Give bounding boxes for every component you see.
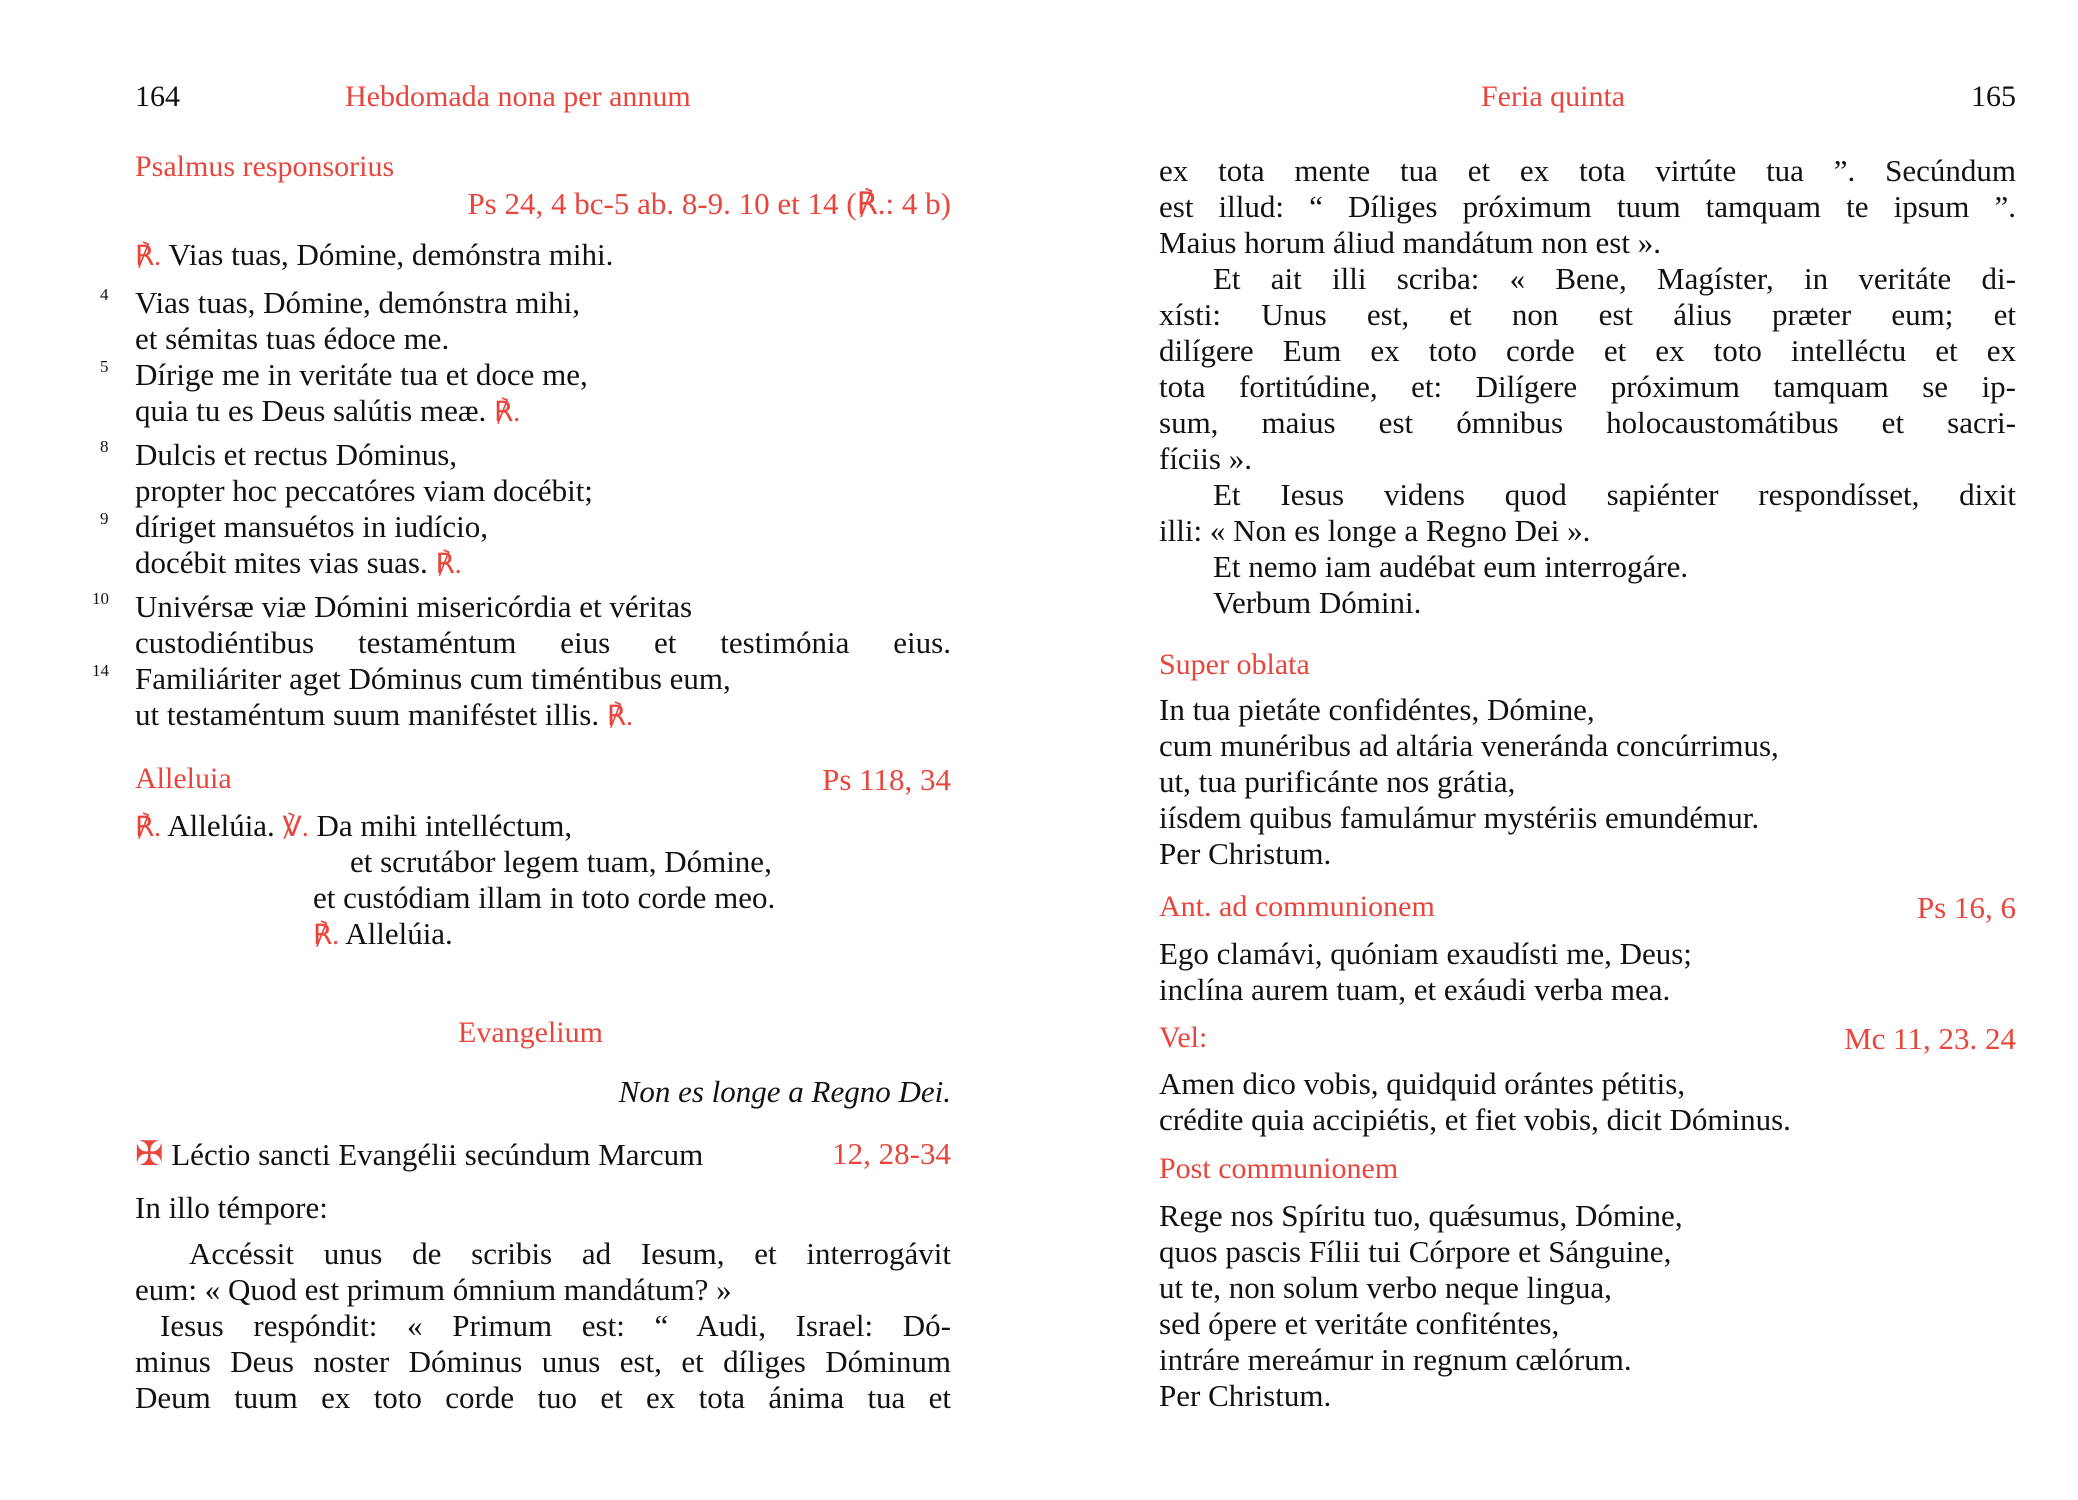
- response-symbol: ℟.: [435, 549, 462, 580]
- response-line: ℟. Vias tuas, Dómine, demónstra mihi.: [135, 237, 614, 272]
- gospel-line: tota fortitúdine, et: Dilígere próximum tamquam se ip-: [1159, 369, 2016, 404]
- running-head: Feria quinta: [1481, 80, 1626, 113]
- gospel-line: Deum tuum ex toto corde tuo et ex tota ánima tua et: [135, 1380, 951, 1415]
- gospel-line: xísti: Unus est, et non est álius præter eum; et: [1159, 297, 2016, 332]
- cross-icon: ✠: [135, 1136, 164, 1173]
- verse-number: 5: [100, 357, 109, 376]
- gospel-line: eum: « Quod est primum ómnium mandátum? »: [135, 1272, 732, 1307]
- verse-line: et sémitas tuas édoce me.: [135, 321, 450, 356]
- response-symbol: ℟.: [313, 920, 340, 951]
- alleluia-reference: Ps 118, 34: [822, 762, 951, 797]
- verse-line: Vias tuas, Dómine, demónstra mihi,: [135, 285, 580, 320]
- alleluia-line: et scrutábor legem tuam, Dómine,: [350, 844, 772, 879]
- alleluia-heading: Alleluia: [135, 762, 232, 795]
- verse-line: Univérsæ viæ Dómini misericórdia et véritas: [135, 589, 693, 624]
- gospel-line: est illud: “ Díliges próximum tuum tamquam te ipsum ”.: [1159, 189, 2016, 224]
- gospel-line: Et ait illi scriba: « Bene, Magíster, in veritáte di-: [1213, 261, 2016, 296]
- oblata-line: cum munéribus ad altária veneránda concúrrimus,: [1159, 728, 1779, 763]
- verse-line: custodiéntibus testaméntum eius et testimónia eius.: [135, 625, 951, 660]
- page-number: 164: [135, 80, 180, 113]
- vel-line: Amen dico vobis, quidquid orántes pétitis,: [1159, 1066, 1686, 1101]
- running-head: Hebdomada nona per annum: [345, 80, 691, 113]
- post-communion-line: Rege nos Spíritu tuo, quǽsumus, Dómine,: [1159, 1198, 1683, 1233]
- verse-line: docébit mites vias suas. ℟.: [135, 545, 462, 580]
- gospel-line: Et nemo iam audébat eum interrogáre.: [1213, 549, 1689, 584]
- post-communion-line: ut te, non solum verbo neque lingua,: [1159, 1270, 1612, 1305]
- gospel-heading: Evangelium: [458, 1016, 603, 1049]
- alleluia-line: et custódiam illam in toto corde meo.: [313, 880, 776, 915]
- vel-heading: Vel:: [1159, 1021, 1208, 1054]
- oblata-line: Per Christum.: [1159, 836, 1332, 871]
- gospel-subtitle: Non es longe a Regno Dei.: [618, 1074, 951, 1109]
- gospel-line: dilígere Eum ex toto corde et ex toto intelléctu et ex: [1159, 333, 2016, 368]
- verse-line: propter hoc peccatóres viam docébit;: [135, 473, 593, 508]
- post-communion-line: intráre mereámur in regnum cælórum.: [1159, 1342, 1632, 1377]
- oblata-line: In tua pietáte confidéntes, Dómine,: [1159, 692, 1595, 727]
- verse-line: Familiáriter aget Dóminus cum timéntibus eum,: [135, 661, 731, 696]
- response-symbol: ℟.: [606, 701, 633, 732]
- gospel-line: fíciis ».: [1159, 441, 1252, 476]
- verse-line: quia tu es Deus salútis meæ. ℟.: [135, 393, 521, 428]
- post-communion-line: Per Christum.: [1159, 1378, 1332, 1413]
- vel-line: crédite quia accipiétis, et fiet vobis, dicit Dóminus.: [1159, 1102, 1791, 1137]
- verse-line: Dulcis et rectus Dóminus,: [135, 437, 458, 472]
- communion-line: Ego clamávi, quóniam exaudísti me, Deus;: [1159, 936, 1692, 971]
- post-communion-line: quos pascis Fílii tui Córpore et Sánguine,: [1159, 1234, 1672, 1269]
- verse-number: 14: [92, 661, 109, 680]
- gospel-line: minus Deus noster Dóminus unus est, et díliges Dóminum: [135, 1344, 951, 1379]
- response-symbol: ℟.: [135, 812, 162, 843]
- gospel-announcement: ✠ Léctio sancti Evangélii secúndum Marcum: [135, 1136, 704, 1173]
- gospel-line: Maius horum áliud mandátum non est ».: [1159, 225, 1661, 260]
- gospel-line: sum, maius est ómnibus holocaustomátibus et sacri-: [1159, 405, 2016, 440]
- verse-line: ut testaméntum suum maniféstet illis. ℟.: [135, 697, 633, 732]
- post-communion-line: sed ópere et veritáte confiténtes,: [1159, 1306, 1560, 1341]
- right-page: [1039, 0, 2078, 1500]
- verse-number: 8: [100, 437, 109, 456]
- oblata-line: ut, tua purificánte nos grátia,: [1159, 764, 1516, 799]
- verse-line: Dírige me in veritáte tua et doce me,: [135, 357, 588, 392]
- versicle-symbol: ℣.: [282, 812, 309, 843]
- alleluia-line: ℟. Allelúia.: [313, 916, 453, 951]
- psalm-heading: Psalmus responsorius: [135, 150, 395, 183]
- oblata-heading: Super oblata: [1159, 648, 1310, 681]
- verse-number: 10: [92, 589, 109, 608]
- communion-reference: Ps 16, 6: [1916, 890, 2016, 925]
- vel-reference: Mc 11, 23. 24: [1844, 1021, 2016, 1056]
- communion-line: inclína aurem tuam, et exáudi verba mea.: [1159, 972, 1671, 1007]
- oblata-line: iísdem quibus famulámur mystériis emundémur.: [1159, 800, 1760, 835]
- post-communion-heading: Post communionem: [1159, 1152, 1399, 1185]
- alleluia-line: ℟. Allelúia. ℣. Da mihi intelléctum,: [135, 808, 573, 843]
- verse-line: díriget mansuétos in iudício,: [135, 509, 489, 544]
- verse-number: 9: [100, 509, 109, 528]
- gospel-line: In illo témpore:: [135, 1190, 328, 1225]
- gospel-line: Accéssit unus de scribis ad Iesum, et interrogávit: [189, 1236, 951, 1271]
- gospel-line: Iesus respóndit: « Primum est: “ Audi, Israel: Dó-: [160, 1308, 951, 1343]
- response-symbol: ℟.: [135, 241, 162, 272]
- communion-heading: Ant. ad communionem: [1159, 890, 1435, 923]
- gospel-line: Et Iesus videns quod sapiénter respondísset, dixit: [1213, 477, 2016, 512]
- gospel-reference: 12, 28-34: [832, 1136, 951, 1171]
- psalm-reference: Ps 24, 4 bc-5 ab. 8-9. 10 et 14 (℟.: 4 b): [467, 186, 951, 221]
- page-number: 165: [1971, 80, 2016, 113]
- gospel-line: ex tota mente tua et ex tota virtúte tua ”. Secúndum: [1159, 153, 2016, 188]
- gospel-line: Verbum Dómini.: [1213, 585, 1422, 620]
- gospel-line: illi: « Non es longe a Regno Dei ».: [1159, 513, 1591, 548]
- verse-number: 4: [100, 285, 109, 304]
- response-symbol: ℟.: [494, 397, 521, 428]
